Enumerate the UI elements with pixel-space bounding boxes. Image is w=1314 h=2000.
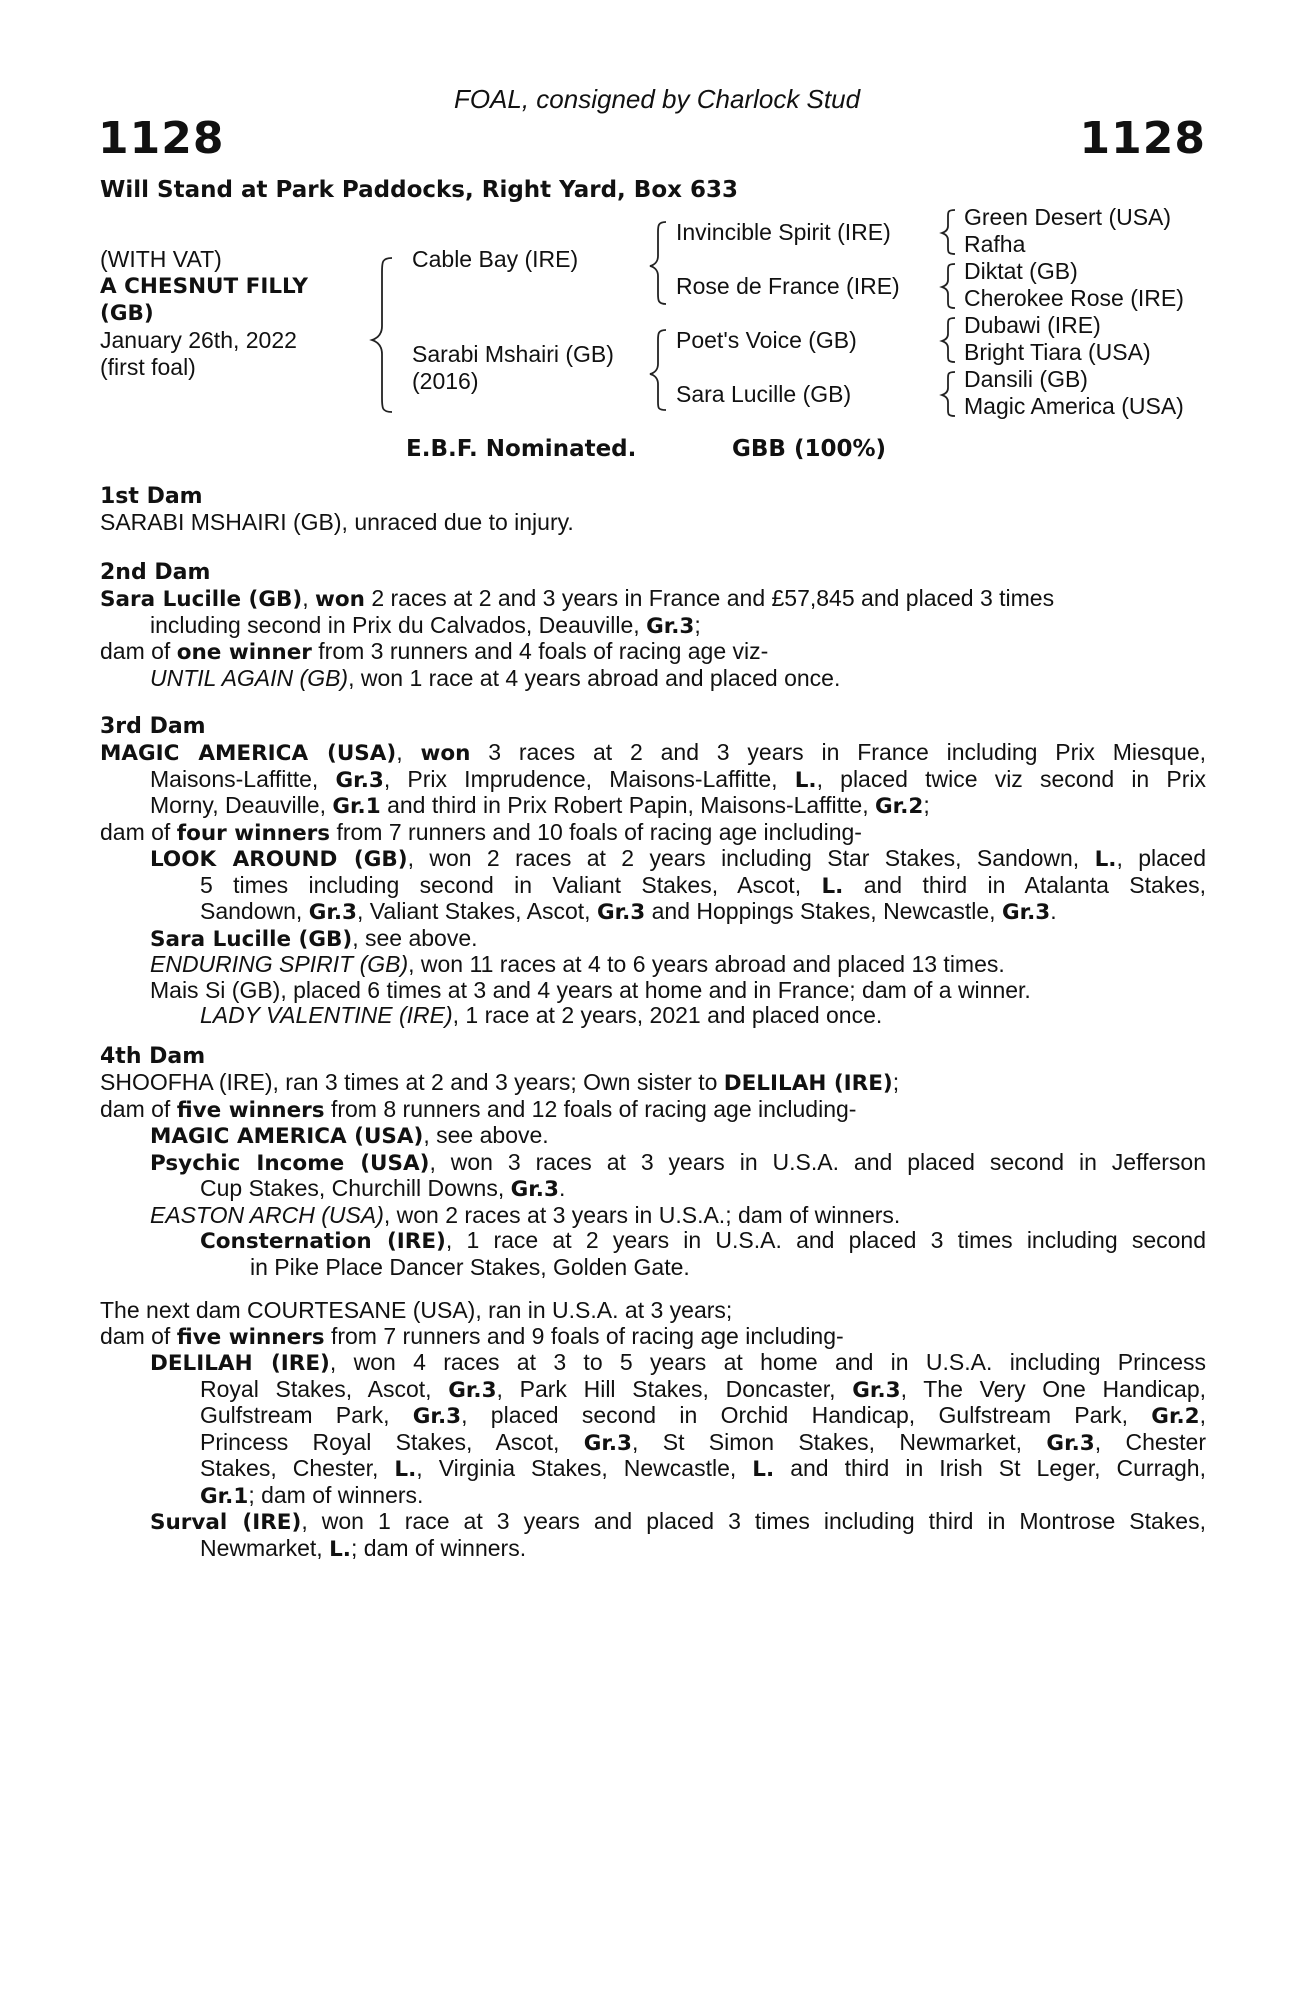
gen3-name: Magic America (USA)	[964, 393, 1184, 419]
progeny-line	[100, 1150, 1206, 1177]
progeny-line	[100, 1430, 1206, 1457]
text: , placed twice viz second in Prix	[816, 765, 1207, 792]
progeny-line	[100, 1377, 1206, 1404]
progeny-line	[100, 926, 1206, 953]
fourth-dam-section	[100, 1044, 1206, 1280]
grade-label: Gr.3	[448, 1377, 497, 1403]
grade-label: Gr.3	[510, 1177, 559, 1202]
second-dam-section	[100, 560, 1206, 691]
punct: ;	[694, 611, 701, 638]
listed-label: L.	[752, 1457, 775, 1482]
text: and third in Prix Robert Papin, Maisons-Laffitte,	[387, 792, 869, 818]
progeny-line	[100, 1228, 1206, 1255]
punct: .	[558, 1175, 566, 1201]
punct: ,	[1199, 1402, 1206, 1428]
text: , Chester	[1094, 1428, 1206, 1455]
dam-line: MAGIC AMERICA (USA), won 3 races at 2 and 3 years in France including Prix Miesque,	[100, 739, 1207, 766]
race-record: , won 1 race at 4 years abroad and placed once.	[348, 664, 841, 691]
section-heading: 3rd Dam	[100, 714, 206, 739]
text: Gulfstream Park,	[200, 1402, 390, 1428]
horse-name: ENDURING SPIRIT (GB)	[150, 951, 409, 977]
grade-label: Gr.3	[335, 767, 384, 793]
listed-label: L.	[794, 767, 817, 793]
grade-label: Gr.1	[200, 1483, 249, 1509]
text: , won 2 races at 2 years including Star Stakes, Sandown,	[407, 845, 1080, 871]
lot-number-left: 1128	[98, 113, 225, 164]
punct: ;	[892, 1069, 900, 1095]
text: from 3 runners and 4 foals of racing age viz-	[318, 638, 769, 664]
gen3-name: Bright Tiara (USA)	[964, 339, 1151, 365]
text: Morny, Deauville,	[150, 792, 326, 818]
text: , Park Hill Stakes, Doncaster,	[496, 1375, 836, 1402]
winners-count: one winner	[176, 640, 312, 665]
first-dam-text: SARABI MSHAIRI (GB), unraced due to injury.	[100, 509, 574, 535]
text: dam of	[100, 1322, 171, 1349]
foal-note: (first foal)	[100, 354, 196, 380]
text: ; dam of winners.	[248, 1481, 424, 1508]
race-record: including second in Prix du Calvados, Deauville,	[150, 611, 640, 638]
horse-name: MAGIC AMERICA (USA)	[150, 1124, 424, 1149]
progeny-line	[100, 873, 1206, 900]
progeny-line	[100, 1123, 1206, 1150]
grade-label: Gr.2	[1151, 1404, 1200, 1429]
text: , won 4 races at 3 to 5 years at home and in U.S.A. including Princess	[329, 1349, 1206, 1375]
text: , won 1 race at 3 years and placed 3 times including third in Montrose Stakes,	[301, 1508, 1206, 1534]
horse-name: UNTIL AGAIN (GB)	[150, 664, 349, 691]
gbb-status: GBB (100%)	[732, 436, 887, 462]
text: ; dam of winners.	[350, 1534, 527, 1561]
text: , won 2 races at 3 years in U.S.A.; dam of winners.	[383, 1201, 901, 1228]
text: , see above.	[352, 924, 478, 951]
progeny-line	[100, 1203, 1206, 1229]
gen3-name: Rafha	[964, 231, 1026, 257]
progeny-line	[100, 1456, 1206, 1483]
horse-name: MAGIC AMERICA (USA)	[100, 741, 397, 766]
text: , see above.	[423, 1122, 549, 1148]
description-line-1: A CHESNUT FILLY	[100, 274, 308, 299]
horse-name: Sara Lucille (GB)	[100, 587, 303, 612]
dam-sire-name: Poet's Voice (GB)	[676, 327, 857, 353]
winners-count: five winners	[176, 1324, 325, 1350]
horse-name: Consternation (IRE)	[200, 1229, 446, 1254]
progeny-line	[100, 1003, 1206, 1029]
gen3-name: Green Desert (USA)	[964, 204, 1172, 230]
punct: ;	[923, 792, 930, 818]
horse-name: LADY VALENTINE (IRE)	[200, 1002, 453, 1028]
text: , Virginia Stakes, Newcastle,	[416, 1455, 737, 1481]
text: dam of	[100, 1095, 171, 1122]
dam-line	[100, 1070, 1206, 1097]
date-of-birth: January 26th, 2022	[100, 327, 297, 353]
horse-name: EASTON ARCH (USA)	[150, 1201, 384, 1228]
dam-line	[100, 613, 1206, 640]
grade-label: Gr.3	[583, 1430, 633, 1456]
text: Princess Royal Stakes, Ascot,	[200, 1428, 560, 1455]
text: dam of	[100, 638, 171, 664]
text: , Prix Imprudence, Maisons-Laffitte,	[383, 765, 778, 792]
grade-label: Gr.3	[1046, 1430, 1095, 1456]
grade-label: Gr.3	[412, 1404, 462, 1429]
text: , Valiant Stakes, Ascot,	[357, 898, 591, 924]
text: Stakes, Chester,	[200, 1455, 379, 1481]
text: , won 11 races at 4 to 6 years abroad and placed 13 times.	[408, 951, 1005, 977]
consignment-line: FOAL, consigned by Charlock Stud	[453, 84, 861, 114]
progeny-line	[100, 1536, 1206, 1563]
text: Sandown,	[200, 898, 303, 924]
progeny-line	[100, 1509, 1206, 1536]
first-dam-section	[100, 484, 1206, 536]
text: and third in Irish St Leger, Curragh,	[790, 1455, 1206, 1481]
winners-count: five winners	[176, 1097, 325, 1123]
gen3-name: Dansili (GB)	[964, 366, 1088, 392]
won-label: won	[420, 741, 471, 766]
sire-name: Cable Bay (IRE)	[412, 246, 579, 272]
text: , placed	[1116, 845, 1207, 871]
produce-summary	[100, 639, 1206, 666]
dam-year: (2016)	[412, 368, 479, 394]
listed-label: L.	[394, 1457, 417, 1482]
text: , The Very One Handicap,	[900, 1375, 1207, 1402]
description-line-2: (GB)	[100, 301, 154, 326]
third-dam-section	[100, 714, 1206, 1029]
listed-label: L.	[329, 1536, 351, 1562]
next-dam-section	[100, 1298, 1206, 1562]
punct: .	[1050, 898, 1057, 924]
gen3-name: Dubawi (IRE)	[964, 312, 1101, 338]
text: and Hoppings Stakes, Newcastle,	[651, 898, 996, 924]
gen3-name: Diktat (GB)	[964, 258, 1078, 284]
text: Cup Stakes, Churchill Downs,	[200, 1175, 505, 1201]
produce-summary	[100, 1324, 1206, 1351]
grade-label: Gr.2	[875, 794, 924, 819]
progeny-line	[100, 899, 1206, 926]
sire-dam-name: Rose de France (IRE)	[676, 273, 900, 299]
text: , St Simon Stakes, Newmarket,	[632, 1428, 1023, 1455]
text: from 8 runners and 12 foals of racing age including-	[330, 1095, 857, 1122]
dam-line	[100, 767, 1206, 794]
section-heading: 4th Dam	[100, 1044, 206, 1069]
progeny-line: Mais Si (GB), placed 6 times at 3 and 4 years at home and in France; dam of a winner.	[150, 976, 1031, 1003]
winners-count: four winners	[176, 820, 331, 846]
horse-name: LOOK AROUND (GB)	[150, 847, 408, 872]
text: SHOOFHA (IRE), ran 3 times at 2 and 3 years; Own sister to	[100, 1069, 718, 1095]
dam-line: Sara Lucille (GB), won 2 races at 2 and 3 years in France and £57,845 and placed 3 times	[100, 585, 1055, 612]
progeny-line	[100, 1403, 1206, 1430]
dam-line: The next dam COURTESANE (USA), ran in U.S.A. at 3 years;	[100, 1297, 733, 1323]
horse-name: DELILAH (IRE)	[150, 1351, 330, 1376]
progeny-line	[100, 1483, 1206, 1510]
listed-label: L.	[1094, 847, 1117, 872]
produce-summary	[100, 820, 1206, 847]
section-heading: 1st Dam	[100, 484, 203, 509]
text: Maisons-Laffitte,	[150, 765, 319, 792]
race-record: 2 races at 2 and 3 years in France and £57,845 and placed 3 times	[371, 585, 1055, 611]
text: , won 3 races at 3 years in U.S.A. and placed second in Jefferson	[429, 1148, 1206, 1175]
text: from 7 runners and 9 foals of racing age including-	[330, 1322, 844, 1349]
grade-label: Gr.3	[646, 613, 695, 639]
progeny-line: in Pike Place Dancer Stakes, Golden Gate.	[250, 1253, 690, 1280]
text: Newmarket,	[200, 1534, 323, 1561]
progeny-line	[100, 1176, 1206, 1203]
produce-summary	[100, 1097, 1206, 1124]
grade-label: Gr.3	[1001, 900, 1051, 925]
text: , 1 race at 2 years, 2021 and placed once.	[452, 1002, 883, 1028]
gen3-name: Cherokee Rose (IRE)	[964, 285, 1184, 311]
text: dam of	[100, 818, 171, 845]
grade-label: Gr.3	[852, 1377, 901, 1403]
race-record: 3 races at 2 and 3 years in France including Prix Miesque,	[488, 739, 1207, 765]
horse-name: DELILAH (IRE)	[723, 1071, 893, 1096]
text: from 7 runners and 10 foals of racing age including-	[336, 818, 862, 845]
grade-label: Gr.1	[332, 794, 381, 819]
dam-dam-name: Sara Lucille (GB)	[676, 381, 852, 407]
horse-name: Psychic Income (USA)	[150, 1150, 430, 1176]
won-label: won	[314, 587, 365, 612]
grade-label: Gr.3	[308, 900, 358, 925]
horse-name: Sara Lucille (GB)	[150, 926, 353, 952]
listed-label: L.	[821, 873, 844, 899]
text: , placed second in Orchid Handicap, Gulfstream Park,	[461, 1402, 1128, 1428]
text: and third in Atalanta Stakes,	[863, 871, 1207, 898]
dam-name: Sarabi Mshairi (GB)	[412, 341, 614, 367]
sire-sire-name: Invincible Spirit (IRE)	[676, 219, 891, 245]
vat-note: (WITH VAT)	[100, 246, 222, 272]
progeny-line	[100, 1350, 1206, 1377]
text: , 1 race at 2 years in U.S.A. and placed 3 times including second	[445, 1227, 1206, 1253]
section-heading: 2nd Dam	[100, 560, 211, 585]
grade-label: Gr.3	[596, 900, 646, 925]
horse-name: Surval (IRE)	[150, 1510, 302, 1535]
ebf-nominated: E.B.F. Nominated.	[406, 436, 637, 462]
dam-line	[100, 793, 1206, 820]
stand-info: Will Stand at Park Paddocks, Right Yard, Box 633	[100, 177, 738, 203]
lot-number-right: 1128	[1079, 113, 1206, 164]
progeny-line	[100, 952, 1206, 978]
progeny-line	[100, 846, 1206, 873]
text: 5 times including second in Valiant Stakes, Ascot,	[200, 871, 802, 898]
text: Royal Stakes, Ascot,	[200, 1375, 432, 1402]
progeny-line	[100, 666, 1206, 692]
